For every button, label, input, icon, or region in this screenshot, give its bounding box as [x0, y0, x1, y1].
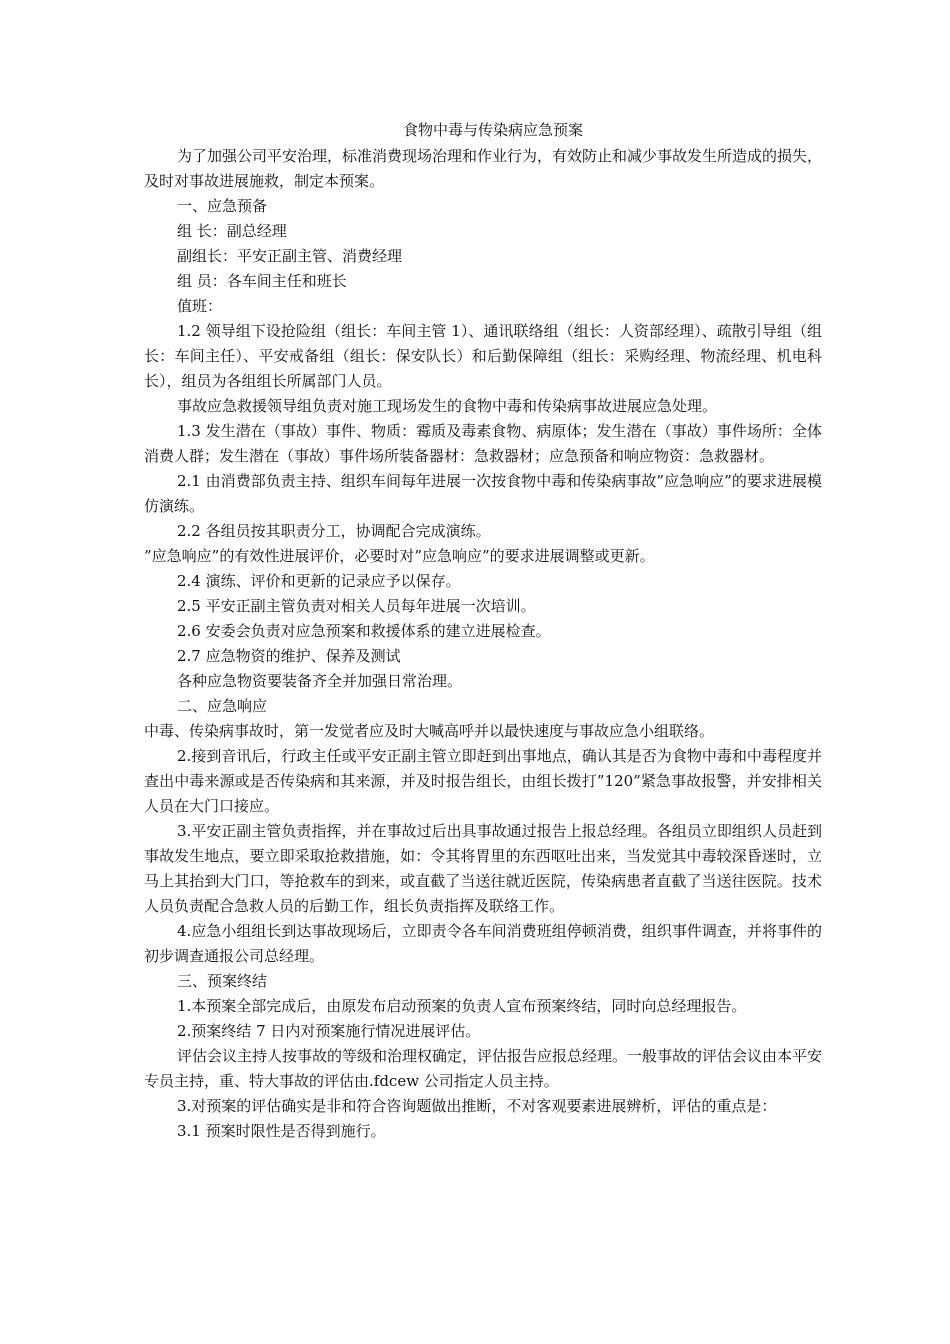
- paragraph: 二、应急响应: [177, 697, 268, 715]
- paragraph: 为了加强公司平安治理，标准消费现场治理和作业行为，有效防止和减少事故发生所造成的损失，及时对事故进展施救，制定本预案。: [144, 147, 823, 190]
- paragraph: 值班：: [177, 297, 223, 315]
- paragraph: 2.6 安委会负责对应急预案和救援体系的建立进展检查。: [177, 622, 551, 640]
- paragraph: 评估会议主持人按事故的等级和治理权确定，评估报告应报总经理。一般事故的评估会议由本平安专员主持，重、特大事故的评估由.fdcew 公司指定人员主持。: [144, 1047, 823, 1090]
- paragraph: 2.接到音讯后，行政主任或平安正副主管立即赶到出事地点，确认其是否为食物中毒和中毒程度并查出中毒来源或是否传染病和其来源，并及时报告组长，由组长拨打”120”紧急事故报警，并安排相关人员在大门口接应。: [144, 747, 822, 815]
- paragraph: 1.本预案全部完成后，由原发布启动预案的负责人宣布预案终结，同时向总经理报告。: [177, 997, 747, 1015]
- paragraph: 4.应急小组组长到达事故现场后，立即责令各车间消费班组停顿消费，组织事件调查，并将事件的初步调查通报公司总经理。: [144, 922, 822, 965]
- paragraph: 组 长：副总经理: [177, 222, 287, 240]
- paragraph: 副组长：平安正副主管、消费经理: [177, 247, 403, 265]
- paragraph: 2.预案终结 7 日内对预案施行情况进展评估。: [177, 1022, 481, 1040]
- document-body: [144, 144, 822, 1144]
- paragraph: ”应急响应”的有效性进展评价，必要时对”应急响应”的要求进展调整或更新。: [144, 547, 655, 565]
- paragraph: 事故应急救援领导组负责对施工现场发生的食物中毒和传染病事故进展应急处理。: [177, 397, 718, 415]
- paragraph: 2.2 各组员按其职责分工，协调配合完成演练。: [177, 522, 491, 540]
- paragraph: 2.1 由消费部负责主持、组织车间每年进展一次按食物中毒和传染病事故”应急响应”的要求进展模仿演练。: [144, 472, 822, 515]
- paragraph: 2.4 演练、评价和更新的记录应予以保存。: [177, 572, 461, 590]
- paragraph: 1.3 发生潜在（事故）事件、物质：霉质及毒素食物、病原体；发生潜在（事故）事件场所：全体消费人群；发生潜在（事故）事件场所装备器材：急救器材；应急预备和响应物资：急救器材。: [144, 422, 822, 465]
- paragraph: 2.7 应急物资的维护、保养及测试: [177, 647, 401, 665]
- paragraph: 中毒、传染病事故时，第一发觉者应及时大喊高呼并以最快速度与事故应急小组联络。: [144, 722, 715, 740]
- paragraph: 2.5 平安正副主管负责对相关人员每年进展一次培训。: [177, 597, 536, 615]
- paragraph: 一、应急预备: [177, 197, 268, 215]
- document-title: 食物中毒与传染病应急预案: [402, 121, 583, 139]
- paragraph: 3.对预案的评估确实是非和符合咨询题做出推断，不对客观要素进展辨析，评估的重点是：: [177, 1097, 777, 1115]
- paragraph: 三、预案终结: [177, 972, 268, 990]
- paragraph: 组 员：各车间主任和班长: [177, 272, 347, 290]
- paragraph: 3.平安正副主管负责指挥，并在事故过后出具事故通过报告上报总经理。各组员立即组织人员赶到事故发生地点，要立即采取抢救措施，如：令其将胃里的东西呕吐出来，当发觉其中毒较深昏迷时，立马上其抬到大门口，等抢救车的到来，或直截了当送往就近医院，传染病患者直截了当送往医院。技术人员负责配合急救人员的后勤工作，组长负责指挥及联络工作。: [144, 822, 822, 915]
- paragraph: 各种应急物资要装备齐全并加强日常治理。: [177, 672, 463, 690]
- paragraph: 3.1 预案时限性是否得到施行。: [177, 1122, 386, 1140]
- paragraph: 1.2 领导组下设抢险组（组长：车间主管 1）、通讯联络组（组长：人资部经理）、疏散引导组（组长：车间主任）、平安戒备组（组长：保安队长）和后勤保障组（组长：采购经理、物流经理、机电科长），组员为各组组长所属部门人员。: [144, 322, 822, 390]
